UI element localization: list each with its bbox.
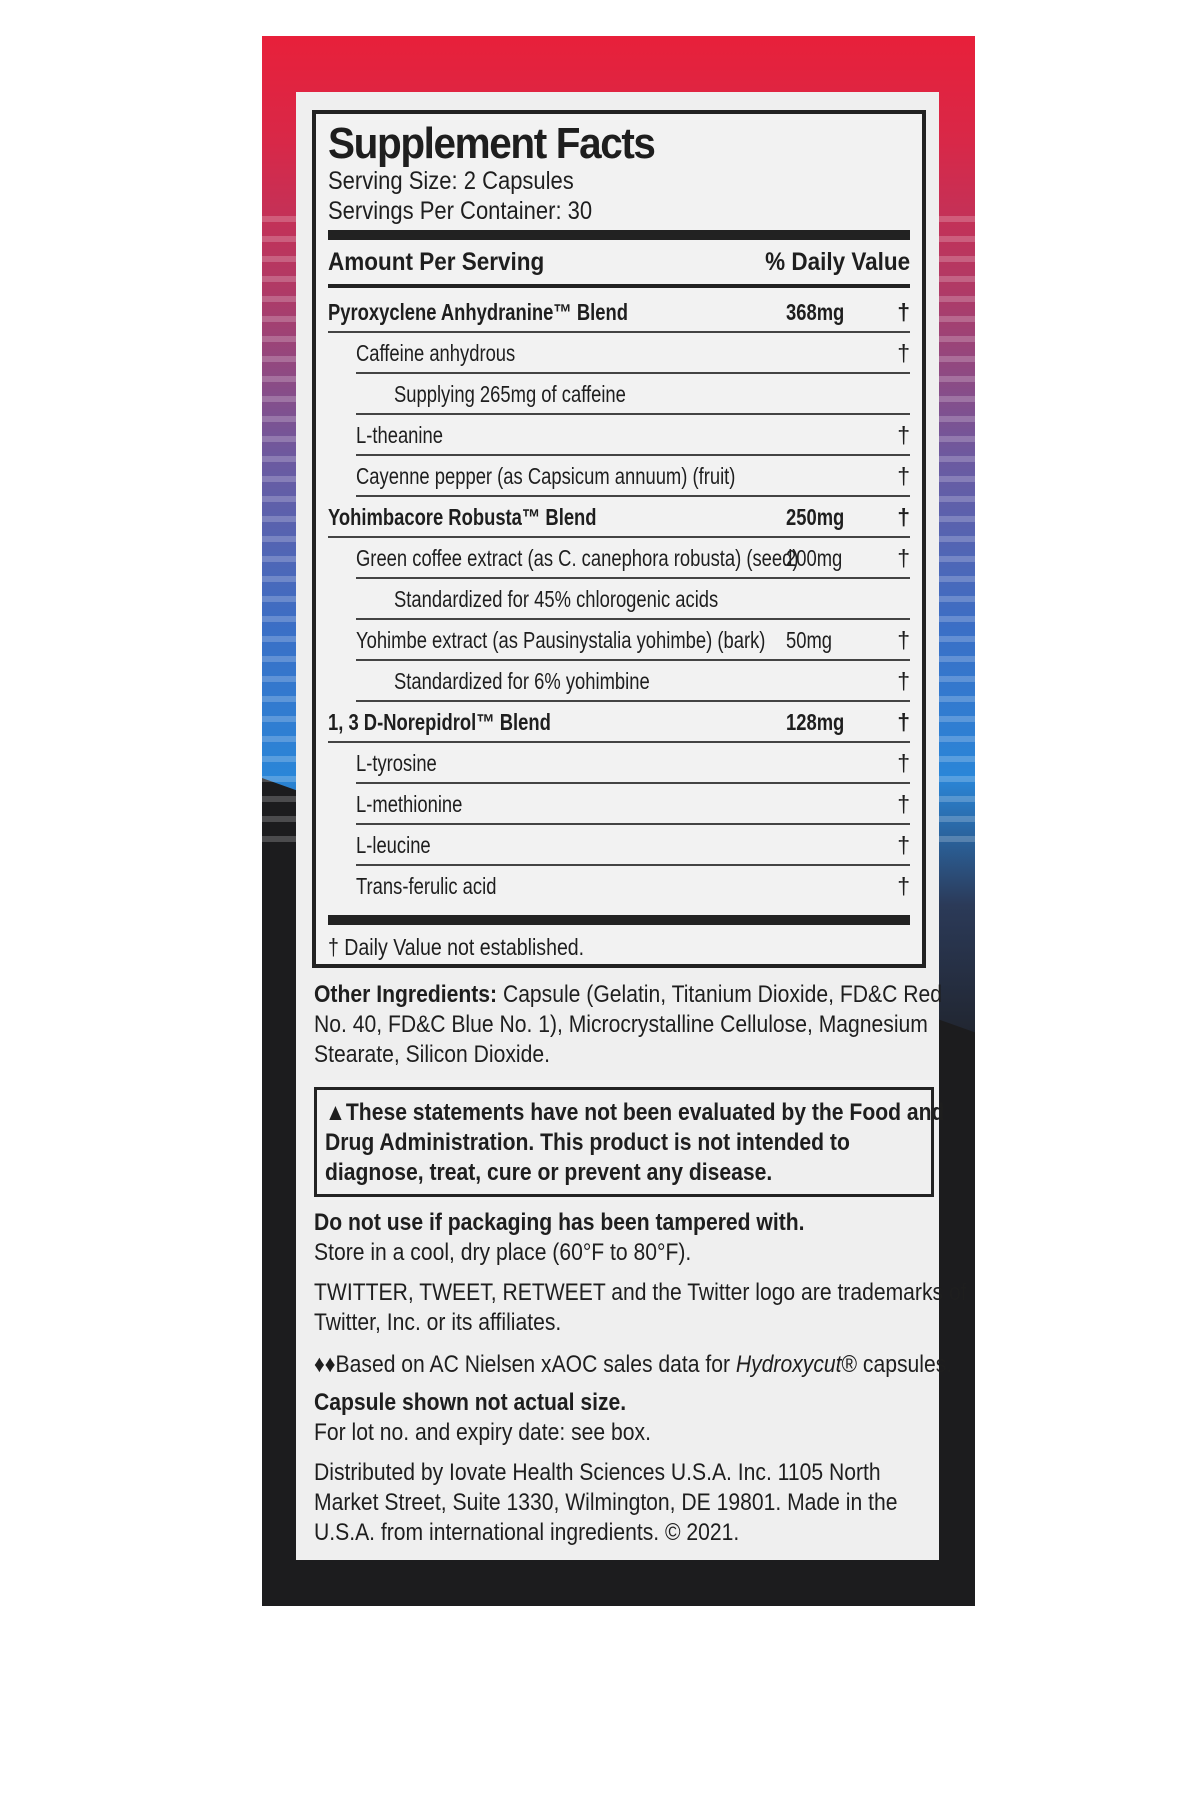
nielsen-claim [314,1350,953,1380]
ingredient-row [356,538,910,579]
ingredient-name: Trans-ferulic acid [356,873,497,899]
ingredient-row [356,825,910,866]
ingredient-rows [328,292,910,907]
ingredient-row [356,743,910,784]
tamper-warning: Do not use if packaging has been tampered with. [314,1209,805,1236]
other-ingredients-line2: No. 40, FD&C Blue No. 1), Microcrystalline Cellulose, Magnesium [314,1011,928,1038]
nielsen-prefix: ♦♦Based on AC Nielsen xAOC sales data for [314,1351,736,1378]
ingredient-name: L-theanine [356,422,443,448]
daily-value-mark: † [897,791,910,817]
thick-rule-top [328,230,910,240]
distributor-line2: Market Street, Suite 1330, Wilmington, DE 19801. Made in the [314,1489,898,1516]
ingredient-amount: 250mg [786,504,845,530]
dv-footnote: † Daily Value not established. [328,934,585,960]
capsule-notice [314,1388,934,1448]
capsule-line2: For lot no. and expiry date: see box. [314,1419,651,1446]
ingredient-row [356,374,910,415]
daily-value-mark: † [897,463,910,489]
trademark-notice [314,1278,967,1338]
daily-value-mark: † [897,422,910,448]
other-ingredients-line1: Capsule (Gelatin, Titanium Dioxide, FD&C Red [502,981,942,1008]
daily-value-mark: † [897,750,910,776]
ingredient-name: Standardized for 6% yohimbine [394,668,650,694]
daily-value-mark: † [897,627,910,653]
amount-per-serving-header: Amount Per Serving [328,247,545,276]
daily-value-mark: † [897,545,910,571]
ingredient-row [328,292,910,333]
ingredient-name: Pyroxyclene Anhydranine™ Blend [328,299,628,325]
fda-line3: diagnose, treat, cure or prevent any disease. [325,1159,773,1186]
ingredient-row [356,661,910,702]
ingredient-name: Standardized for 45% chlorogenic acids [394,586,719,612]
ingredient-name: L-leucine [356,832,431,858]
other-ingredients-line3: Stearate, Silicon Dioxide. [314,1041,550,1068]
daily-value-mark: † [897,832,910,858]
ingredient-amount: 368mg [786,299,845,325]
ingredient-row [356,333,910,374]
daily-value-mark: † [897,709,910,735]
nielsen-brand: Hydroxycut [735,1351,842,1378]
ingredient-row [356,620,910,661]
right-stripes [935,216,975,856]
fda-line2: Drug Administration. This product is not intended to [325,1129,850,1156]
ingredient-row [356,784,910,825]
ingredient-row [356,866,910,907]
other-ingredients-label: Other Ingredients: [314,981,498,1008]
distributor-line1: Distributed by Iovate Health Sciences U.S.A. Inc. 1105 North [314,1459,881,1486]
trademark-line1: TWITTER, TWEET, RETWEET and the Twitter logo are trademarks of [314,1279,967,1306]
storage-info [314,1208,934,1268]
nielsen-suffix: ® capsules. [841,1351,953,1378]
ingredient-name: 1, 3 D-Norepidrol™ Blend [328,709,551,735]
ingredient-row [328,497,910,538]
ingredient-amount: 128mg [786,709,845,735]
ingredient-row [356,415,910,456]
distributor-line3: U.S.A. from international ingredients. © 2021. [314,1519,740,1546]
other-ingredients [314,980,942,1070]
trademark-line2: Twitter, Inc. or its affiliates. [314,1309,562,1336]
ingredient-name: Cayenne pepper (as Capsicum annuum) (fruit) [356,463,736,489]
capsule-line1: Capsule shown not actual size. [314,1389,627,1416]
daily-value-mark: † [897,668,910,694]
fda-line1: ▲These statements have not been evaluated by the Food and [325,1099,945,1126]
distributor-info [314,1458,934,1548]
ingredient-name: Yohimbe extract (as Pausinystalia yohimbe) (bark) [356,627,766,653]
thick-rule-bottom [328,915,910,925]
facts-title: Supplement Facts [328,119,655,168]
servings-per-container: Servings Per Container: 30 [328,197,593,225]
storage-instructions: Store in a cool, dry place (60°F to 80°F). [314,1239,692,1266]
ingredient-row [328,702,910,743]
ingredient-name: L-tyrosine [356,750,437,776]
ingredient-name: Caffeine anhydrous [356,340,516,366]
ingredient-amount: 200mg [786,545,843,571]
ingredient-name: Green coffee extract (as C. canephora robusta) (seed) [356,545,799,571]
daily-value-mark: † [897,340,910,366]
daily-value-mark: † [897,873,910,899]
supplement-facts-box [312,110,926,968]
daily-value-mark: † [897,299,910,325]
ingredient-name: Supplying 265mg of caffeine [394,381,626,407]
ingredient-name: Yohimbacore Robusta™ Blend [328,504,597,530]
daily-value-header: % Daily Value [764,247,910,276]
facts-header [328,240,910,288]
ingredient-name: L-methionine [356,791,463,817]
ingredient-amount: 50mg [786,627,833,653]
fda-statement-box [314,1087,945,1197]
ingredient-row [356,456,910,497]
ingredient-row [356,579,910,620]
daily-value-mark: † [897,504,910,530]
serving-size: Serving Size: 2 Capsules [328,167,574,195]
